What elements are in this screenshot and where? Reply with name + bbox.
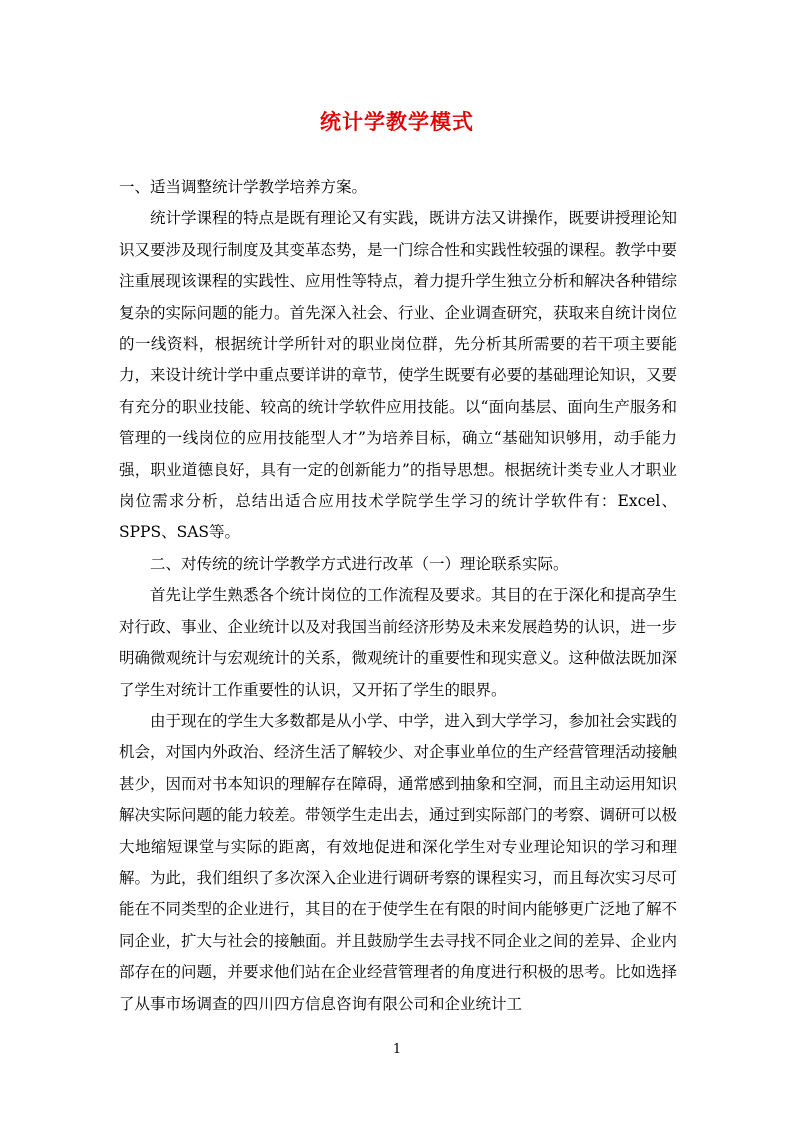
page-number: 1	[392, 1042, 402, 1057]
document-body	[119, 172, 677, 1020]
paragraph-3: 由于现在的学生大多数都是从小学、中学，进入到大学学习，参加社会实践的机会，对国内外政治、经济生活了解较少、对企事业单位的生产经营管理活动接触甚少，因而对书本知识的理解存在障碍，通常感到抽象和空洞，而且主动运用知识解决实际问题的能力较差。带领学生走出去，通过到实际部门的考察、调研可以极大地缩短课堂与实际的距离，有效地促进和深化学生对专业理论知识的学习和理解。为此，我们组织了多次深入企业进行调研考察的课程实习，而且每次实习尽可能在不同类型的企业进行，其目的在于使学生在有限的时间内能够更广泛地了解不同企业，扩大与社会的接触面。并且鼓励学生去寻找不同企业之间的差异、企业内部存在的问题，并要求他们站在企业经营管理者的角度进行积极的思考。比如选择了从事市场调查的四川四方信息咨询有限公司和企业统计工	[119, 711, 678, 1013]
section-heading-1: 一、适当调整统计学教学培养方案。	[119, 178, 368, 196]
paragraph-1: 统计学课程的特点是既有理论又有实践，既讲方法又讲操作，既要讲授理论知识又要涉及现行制度及其变革态势，是一门综合性和实践性较强的课程。教学中要注重展现该课程的实践性、应用性等特点，着力提升学生独立分析和解决各种错综复杂的实际问题的能力。首先深入社会、行业、企业调查研究，获取来自统计岗位的一线资料，根据统计学所针对的职业岗位群，先分析其所需要的若干项主要能力，来设计统计学中重点要详讲的章节，使学生既要有必要的基础理论知识，又要有充分的职业技能、较高的统计学软件应用技能。以“面向基层、面向生产服务和管理的一线岗位的应用技能型人才”为培养目标，确立“基础知识够用，动手能力强，职业道德良好，具有一定的创新能力”的指导思想。根据统计类专业人才职业岗位需求分析，总结出适合应用技术学院学生学习的统计学软件有：Excel、SPPS、SAS等。	[119, 209, 678, 542]
paragraph-2: 首先让学生熟悉各个统计岗位的工作流程及要求。其目的在于深化和提高孕生对行政、事业、企业统计以及对我国当前经济形势及未来发展趋势的认识，进一步明确微观统计与宏观统计的关系，微观统计的重要性和现实意义。这种做法既加深了学生对统计工作重要性的认识，又开拓了学生的眼界。	[119, 586, 678, 699]
section-heading-2: 二、对传统的统计学教学方式进行改革（一）理论联系实际。	[150, 554, 569, 573]
page-title: 统计学教学模式	[320, 109, 474, 134]
